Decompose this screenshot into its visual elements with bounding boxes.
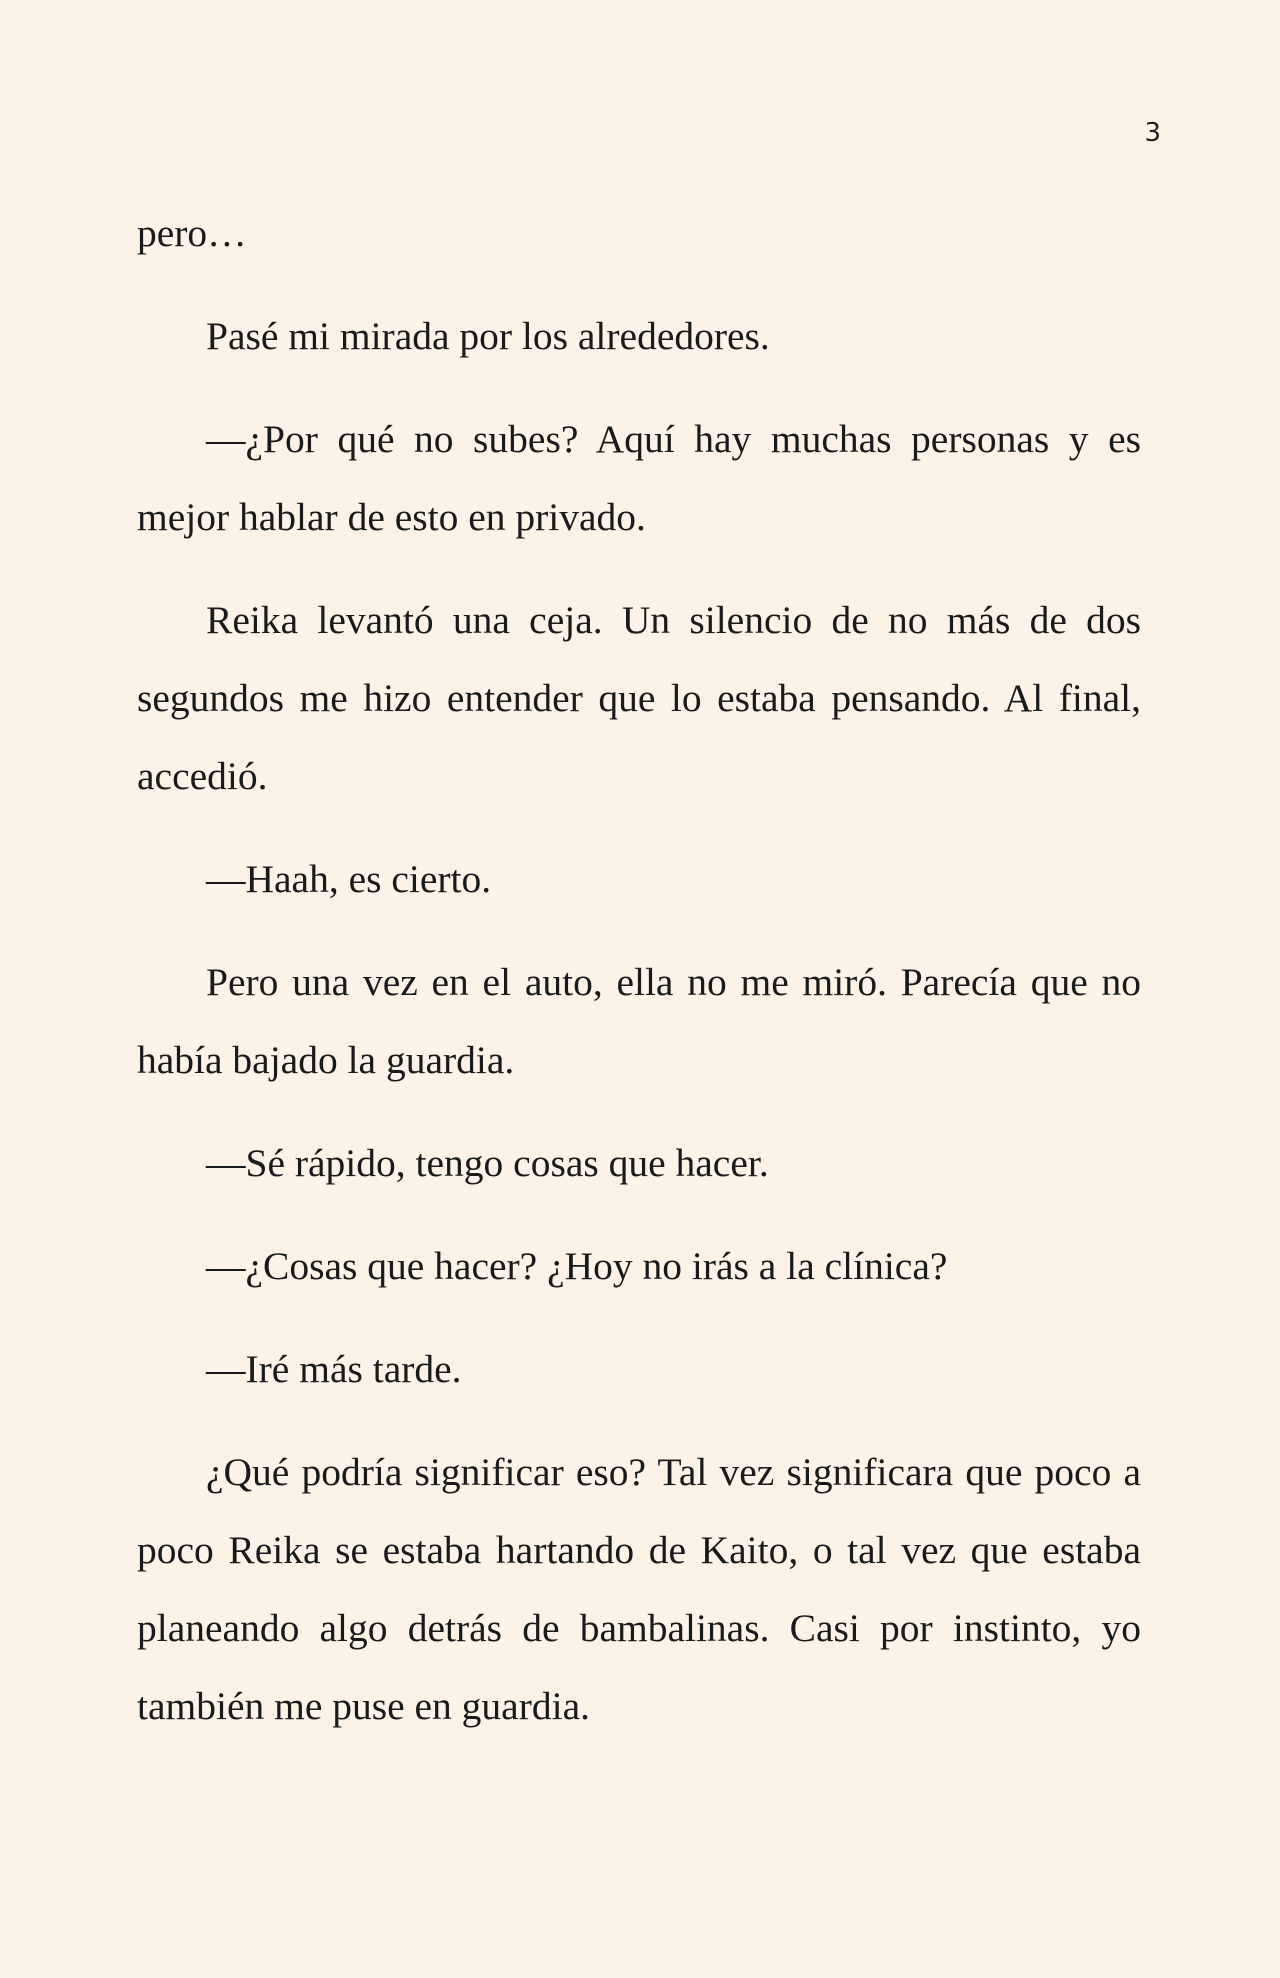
paragraph: pero… xyxy=(137,211,247,255)
paragraph: —¿Cosas que hacer? ¿Hoy no irás a la clínica? xyxy=(206,1244,948,1288)
paragraph: —Iré más tarde. xyxy=(206,1347,462,1391)
paragraph: Pero una vez en el auto, ella no me miró. Parecía que no había bajado la guardia. xyxy=(137,960,1141,1082)
paragraph: —¿Por qué no subes? Aquí hay muchas personas y es mejor hablar de esto en privado. xyxy=(137,417,1141,539)
paragraph: ¿Qué podría significar eso? Tal vez significara que poco a poco Reika se estaba hartando de Kaito, o tal vez que estaba planeando algo detrás de bambalinas. Casi por instinto, yo también me puse en guardia. xyxy=(137,1450,1141,1728)
page-body-text xyxy=(137,194,1141,1770)
paragraph: —Haah, es cierto. xyxy=(206,857,492,901)
paragraph: Reika levantó una ceja. Un silencio de no más de dos segundos me hizo entender que lo estaba pensando. Al final, accedió. xyxy=(137,598,1141,798)
paragraph: —Sé rápido, tengo cosas que hacer. xyxy=(206,1141,769,1185)
page-number: 3 xyxy=(1144,118,1161,148)
paragraph: Pasé mi mirada por los alrededores. xyxy=(206,314,770,358)
